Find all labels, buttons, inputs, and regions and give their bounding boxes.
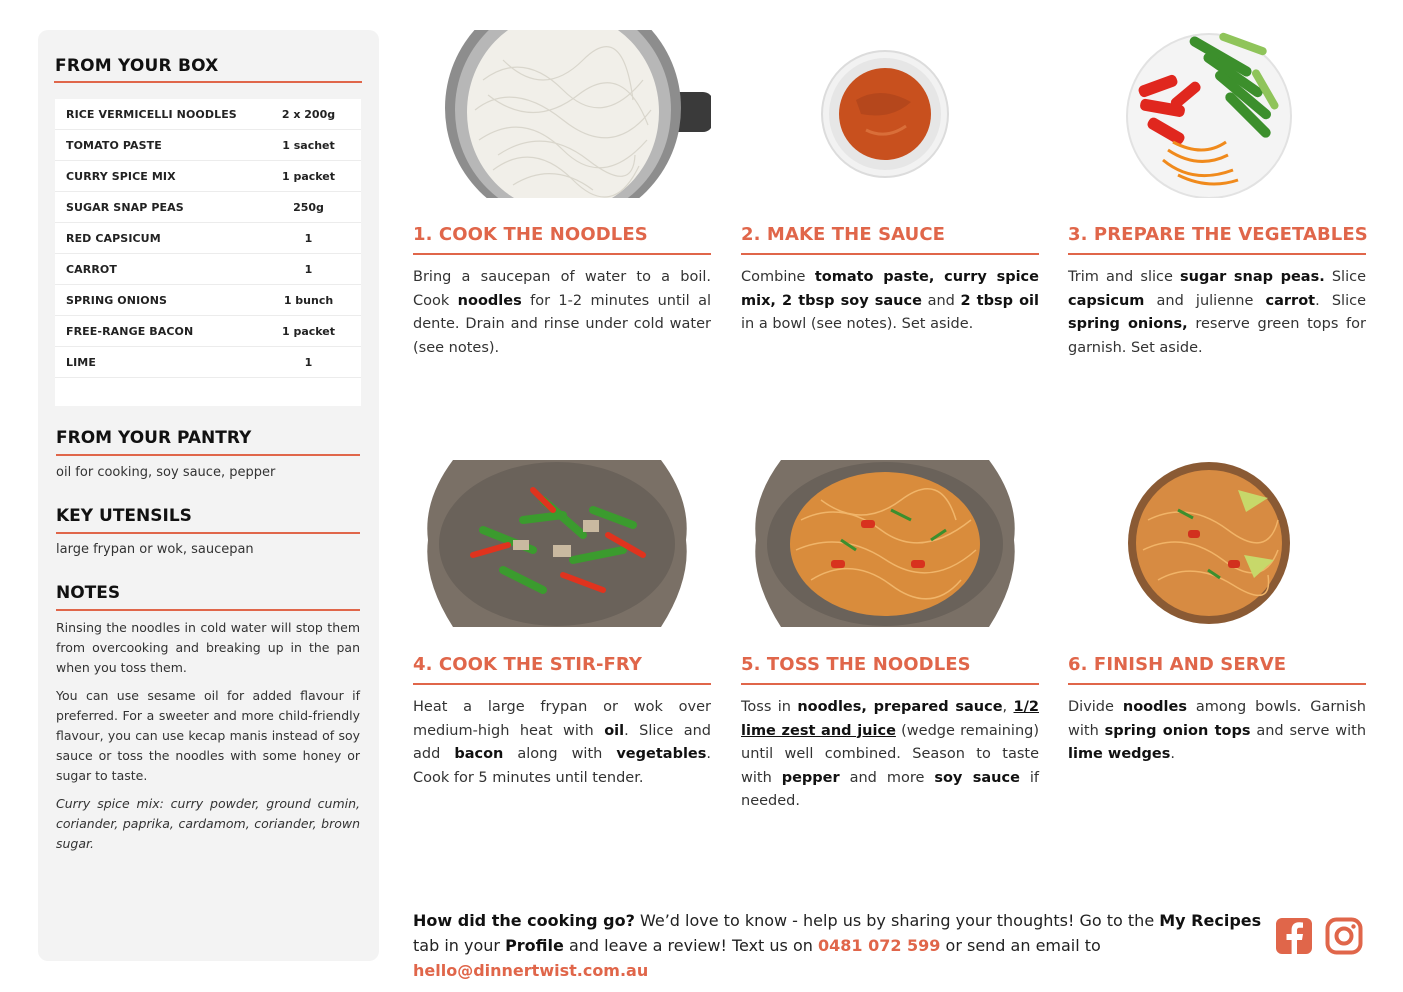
step-1-text: Bring a saucepan of water to a boil. Cook noodles for 1-2 minutes until al dente. Drain and rinse under cold water (see notes). (413, 269, 711, 356)
facebook-icon[interactable] (1275, 917, 1313, 955)
pantry-title: FROM YOUR PANTRY (56, 428, 252, 448)
ingredient-qty: 1 sachet (282, 138, 335, 152)
step-5-photo (741, 460, 1029, 627)
step-6-text: Divide noodles among bowls. Garnish with spring onion tops and serve with lime wedges. (1068, 699, 1367, 762)
step-4-text: Heat a large frypan or wok over medium-high heat with oil. Slice and add bacon along with vegetables. Cook for 5 minutes until tender. (413, 699, 711, 786)
step-5-text: Toss in noodles, prepared sauce, 1/2 lime zest and juice (wedge remaining) until well combined. Season to taste with pepper and more soy sauce if needed. (741, 699, 1040, 809)
step-1-photo (413, 30, 711, 198)
ingredient-name: RED CAPSICUM (66, 231, 161, 245)
box-title: FROM YOUR BOX (55, 56, 219, 76)
step-2-photo (741, 30, 1039, 198)
step-5-rule (741, 683, 1039, 685)
step-3-photo (1068, 30, 1366, 198)
step-2-rule (741, 253, 1039, 255)
ingredient-name: CARROT (66, 262, 117, 276)
note-3: Curry spice mix: curry powder, ground cumin, coriander, paprika, cardamom, coriander, brown sugar. (56, 796, 360, 851)
my-recipes-link: My Recipes (1159, 911, 1262, 930)
ingredient-name: SUGAR SNAP PEAS (66, 200, 184, 214)
ingredient-name: FREE-RANGE BACON (66, 324, 194, 338)
table-padding (55, 378, 361, 406)
sidebar (38, 30, 379, 961)
step-1-title: 1. COOK THE NOODLES (413, 224, 648, 245)
ingredient-name: TOMATO PASTE (66, 138, 162, 152)
step-1-rule (413, 253, 711, 255)
ingredient-row (55, 223, 361, 254)
ingredient-qty: 2 x 200g (281, 107, 336, 121)
step-6-title: 6. FINISH AND SERVE (1068, 654, 1287, 675)
ingredient-qty: 1 packet (281, 169, 336, 183)
step-6-photo (1068, 460, 1366, 627)
ingredient-qty: 1 packet (281, 324, 336, 338)
step-5-title: 5. TOSS THE NOODLES (741, 654, 971, 675)
ingredient-row (55, 192, 361, 223)
step-3-title: 3. PREPARE THE VEGETABLES (1068, 224, 1368, 245)
ingredient-row (55, 254, 361, 285)
step-2-text: Combine tomato paste, curry spice mix, 2 tbsp soy sauce and 2 tbsp oil in a bowl (see notes). Set aside. (741, 269, 1039, 332)
utensils-text: large frypan or wok, saucepan (56, 542, 254, 557)
ingredient-name: LIME (66, 355, 96, 369)
notes-title: NOTES (56, 583, 121, 603)
feedback-footer: How did the cooking go? We’d love to know - help us by sharing your thoughts! Go to the My Recipes tab in your Profile and leave a review! Text us on 0481 072 599 or send an email to hello@dinnertwist.com.au (413, 911, 1262, 980)
step-4-photo (413, 460, 701, 627)
ingredient-row (55, 161, 361, 192)
step-2-title: 2. MAKE THE SAUCE (741, 224, 946, 245)
note-1: Rinsing the noodles in cold water will stop them from overcooking and breaking up in the pan when you toss them. (56, 620, 360, 675)
ingredient-qty: 1 (304, 262, 313, 276)
box-title-rule (54, 81, 362, 83)
phone-number[interactable]: 0481 072 599 (817, 936, 941, 955)
ingredient-row (55, 130, 361, 161)
ingredient-qty: 1 (304, 231, 313, 245)
ingredients-table (55, 99, 361, 406)
ingredient-name: RICE VERMICELLI NOODLES (66, 107, 237, 121)
step-3-text: Trim and slice sugar snap peas. Slice capsicum and julienne carrot. Slice spring onions, reserve green tops for garnish. Set aside. (1068, 269, 1366, 356)
email-link[interactable]: hello@dinnertwist.com.au (413, 961, 649, 980)
note-2: You can use sesame oil for added flavour if preferred. For a sweeter and more child-friendly flavour, you can use kecap manis instead of soy sauce or toss the noodles with some honey or sugar to taste. (56, 688, 360, 783)
ingredient-qty: 1 (304, 355, 313, 369)
ingredient-qty: 1 bunch (283, 293, 334, 307)
utensils-title: KEY UTENSILS (56, 506, 192, 526)
footer-question: How did the cooking go? (413, 911, 635, 930)
utensils-rule (56, 532, 360, 534)
pantry-rule (56, 454, 360, 456)
step-4-rule (413, 683, 711, 685)
step-4-title: 4. COOK THE STIR-FRY (413, 654, 643, 675)
profile-link: Profile (505, 936, 564, 955)
notes-rule (56, 609, 360, 611)
ingredient-name: SPRING ONIONS (66, 293, 168, 307)
ingredient-name: CURRY SPICE MIX (66, 169, 176, 183)
ingredient-qty: 250g (293, 200, 324, 214)
pantry-text: oil for cooking, soy sauce, pepper (56, 465, 276, 480)
ingredient-row (55, 316, 361, 347)
step-3-rule (1068, 253, 1366, 255)
instagram-icon[interactable] (1325, 917, 1363, 955)
ingredient-row (55, 99, 361, 130)
step-6-rule (1068, 683, 1366, 685)
ingredient-row (55, 285, 361, 316)
ingredient-row (55, 347, 361, 378)
